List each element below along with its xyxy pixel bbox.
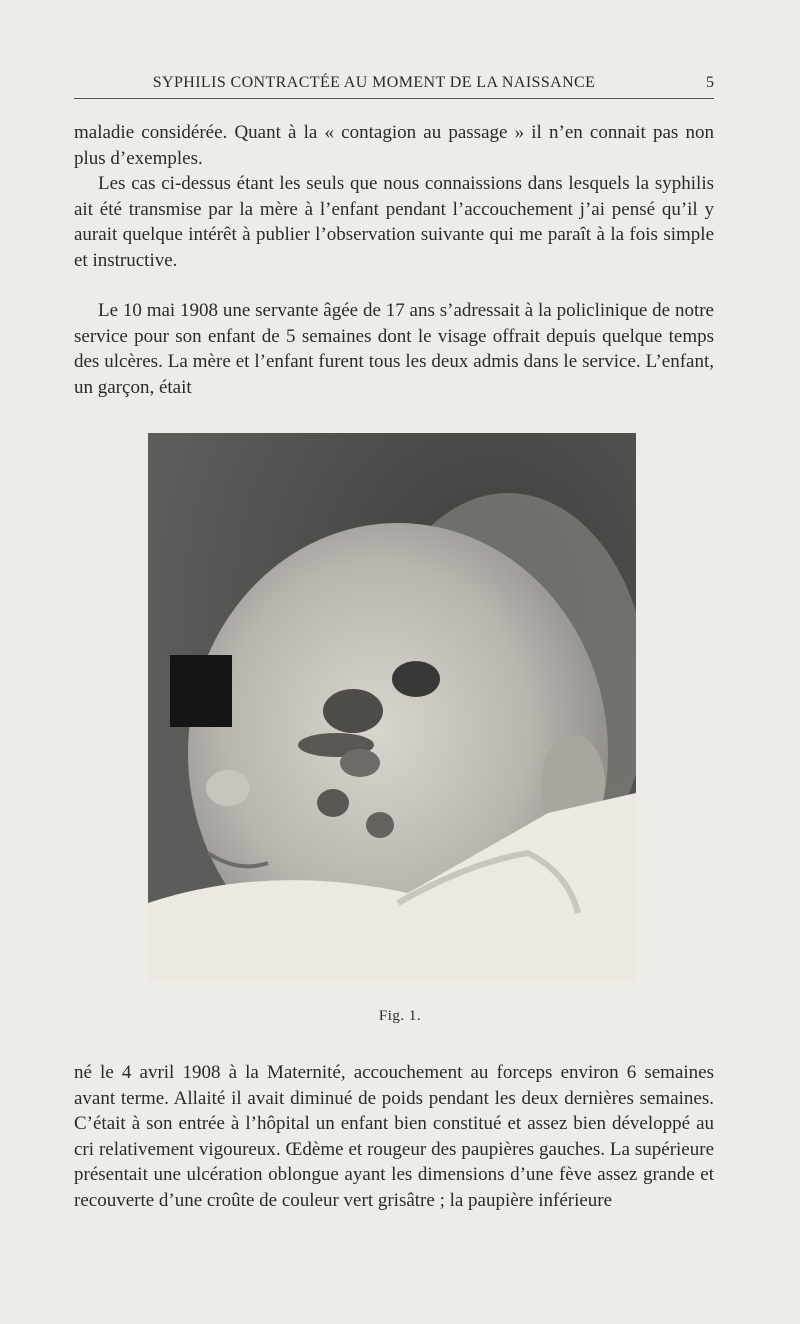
paragraph-case-continued: né le 4 avril 1908 à la Maternité, accouchement au forceps environ 6 semaines avant terme. Allaité il avait diminué de poids pendant les deux dernières semaines. C’était à son entrée à l’hôpital un enfant bien constitué et assez bien développé au cri relativement vigoureux. Œdème et rougeur des paupières gauches. La supérieure présentait une ulcération oblongue ayant les dimensions d’une fève assez grande et recouverte d’une croûte de couleur vert grisâtre ; la paupière inférieure bbox=[74, 1062, 714, 1211]
paragraph-introduction: Les cas ci-dessus étant les seuls que nous connaissions dans lesquels la syphilis ait été transmise par la mère à l’enfant pendant l’accouchement j’ai pensé qu’il y aurait quelque intérêt à publier l’observation suivante qui me paraît à la fois simple et instructive. bbox=[74, 173, 714, 271]
page-header bbox=[74, 70, 714, 99]
text-block-bottom bbox=[74, 1060, 714, 1214]
running-title: SYPHILIS CONTRACTÉE AU MOMENT DE LA NAISSANCE bbox=[152, 74, 596, 91]
page-number: 5 bbox=[706, 74, 714, 91]
figure-caption: Fig. 1. bbox=[378, 1008, 422, 1024]
text-block-top bbox=[74, 120, 714, 274]
paragraph-case-start: Le 10 mai 1908 une servante âgée de 17 ans s’adressait à la policlinique de notre service pour son enfant de 5 semaines dont le visage offrait depuis quelque temps des ulcères. La mère et l’enfant furent tous les deux admis dans le service. L’enfant, un garçon, était bbox=[74, 300, 714, 398]
paragraph-continuation: maladie considérée. Quant à la « contagion au passage » il n’en connait pas non plus d’exemples. bbox=[74, 122, 714, 169]
infant-photograph bbox=[148, 433, 636, 981]
text-block-case bbox=[74, 298, 714, 400]
figure-photograph bbox=[148, 433, 636, 981]
